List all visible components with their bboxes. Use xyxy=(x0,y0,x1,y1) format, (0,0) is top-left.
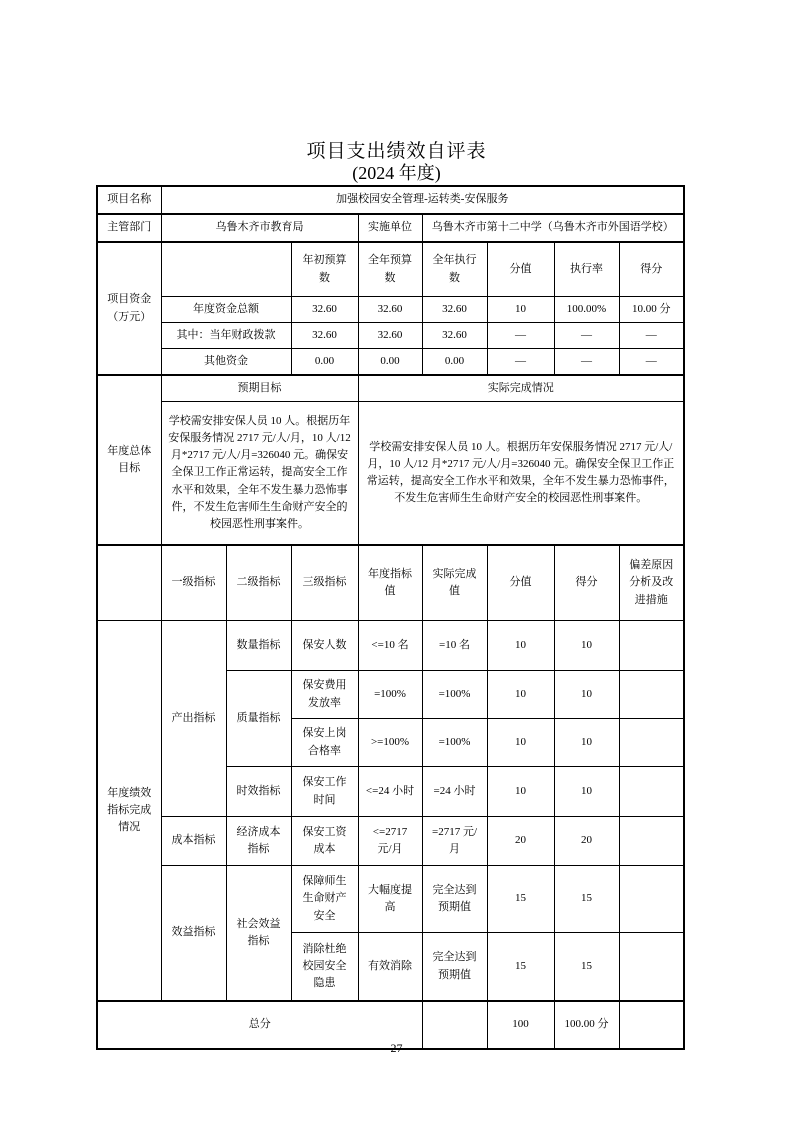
indicator-points: 15 xyxy=(487,933,554,1002)
page-subtitle: (2024 年度) xyxy=(352,163,441,183)
indicator-score: 10 xyxy=(554,719,619,767)
funding-cell: 10 xyxy=(487,297,554,323)
indicator-score: 20 xyxy=(554,817,619,866)
indicator-deviation xyxy=(619,671,684,719)
indicator-target: <=24 小时 xyxy=(358,767,422,817)
indicator-actual: =10 名 xyxy=(422,621,487,671)
funding-row-name: 其他资金 xyxy=(161,349,291,376)
indicator-header-score: 得分 xyxy=(554,545,619,621)
actual-completion-header: 实际完成情况 xyxy=(358,375,684,402)
project-name-label: 项目名称 xyxy=(97,186,161,214)
funding-cell: 32.60 xyxy=(422,323,487,349)
indicator-points: 10 xyxy=(487,719,554,767)
unit-value: 乌鲁木齐市第十二中学（乌鲁木齐市外国语学校） xyxy=(422,214,684,242)
indicator-level3: 保障师生生命财产安全 xyxy=(291,866,358,933)
page-number: 27 xyxy=(390,1041,403,1055)
funding-blank-cell xyxy=(161,242,291,297)
funding-cell: — xyxy=(619,323,684,349)
indicator-actual: =2717 元/月 xyxy=(422,817,487,866)
indicator-deviation xyxy=(619,767,684,817)
indicator-level3: 保安上岗合格率 xyxy=(291,719,358,767)
indicator-score: 10 xyxy=(554,671,619,719)
indicator-level1: 效益指标 xyxy=(161,866,226,1002)
department-label: 主管部门 xyxy=(97,214,161,242)
indicator-header-actual: 实际完成值 xyxy=(422,545,487,621)
self-evaluation-table xyxy=(96,185,685,1050)
actual-completion-text: 学校需安排安保人员 10 人。根据历年安保服务情况 2717 元/人/月，10 人/12 月*2717 元/人/月=326040 元。确保安全保卫工作正常运转，提高安全工作水平和效果，全年不发生暴力恐怖事件，不发生危害师生生命财产安全的校园恶性刑事案件。 xyxy=(358,402,684,546)
indicator-target: <=2717 元/月 xyxy=(358,817,422,866)
indicator-deviation xyxy=(619,817,684,866)
funding-header-executed: 全年执行数 xyxy=(422,242,487,297)
indicator-score: 10 xyxy=(554,767,619,817)
funding-header-annual-budget: 全年预算数 xyxy=(358,242,422,297)
funding-cell: — xyxy=(487,323,554,349)
indicator-target: 大幅度提高 xyxy=(358,866,422,933)
funding-cell: — xyxy=(619,349,684,376)
indicator-level1: 产出指标 xyxy=(161,621,226,817)
indicator-header-deviation: 偏差原因分析及改进措施 xyxy=(619,545,684,621)
funding-cell: — xyxy=(554,323,619,349)
project-name-value: 加强校园安全管理-运转类-安保服务 xyxy=(161,186,684,214)
funding-cell: — xyxy=(487,349,554,376)
funding-cell: 32.60 xyxy=(422,297,487,323)
indicator-deviation xyxy=(619,621,684,671)
indicator-target: >=100% xyxy=(358,719,422,767)
indicator-deviation xyxy=(619,933,684,1002)
indicator-actual: 完全达到预期值 xyxy=(422,866,487,933)
indicator-points: 10 xyxy=(487,767,554,817)
funding-section-label: 项目资金（万元） xyxy=(97,242,161,375)
indicator-target: <=10 名 xyxy=(358,621,422,671)
indicator-level2: 数量指标 xyxy=(226,621,291,671)
indicator-header-target: 年度指标值 xyxy=(358,545,422,621)
indicator-level3: 保安工作时间 xyxy=(291,767,358,817)
indicator-level2: 经济成本指标 xyxy=(226,817,291,866)
expected-goal-header: 预期目标 xyxy=(161,375,358,402)
funding-row-name: 年度资金总额 xyxy=(161,297,291,323)
funding-cell: 0.00 xyxy=(291,349,358,376)
total-points: 100 xyxy=(487,1001,554,1049)
funding-cell: 0.00 xyxy=(358,349,422,376)
indicator-header-level2: 二级指标 xyxy=(226,545,291,621)
indicator-level1: 成本指标 xyxy=(161,817,226,866)
indicator-score: 15 xyxy=(554,866,619,933)
indicator-level3: 保安人数 xyxy=(291,621,358,671)
indicator-header-level3: 三级指标 xyxy=(291,545,358,621)
indicator-level2: 社会效益指标 xyxy=(226,866,291,1002)
funding-header-score: 得分 xyxy=(619,242,684,297)
funding-cell: 0.00 xyxy=(422,349,487,376)
indicator-score: 10 xyxy=(554,621,619,671)
department-value: 乌鲁木齐市教育局 xyxy=(161,214,358,242)
funding-cell: 32.60 xyxy=(291,297,358,323)
funding-row-name: 其中：当年财政拨款 xyxy=(161,323,291,349)
page-title: 项目支出绩效自评表 xyxy=(306,141,487,162)
total-score-label: 总分 xyxy=(97,1001,422,1049)
indicator-header-points: 分值 xyxy=(487,545,554,621)
indicators-section-label: 年度绩效指标完成情况 xyxy=(97,621,161,1002)
indicator-target: =100% xyxy=(358,671,422,719)
indicator-level3: 保安工资成本 xyxy=(291,817,358,866)
indicator-points: 10 xyxy=(487,671,554,719)
indicator-deviation xyxy=(619,866,684,933)
indicator-actual: =24 小时 xyxy=(422,767,487,817)
funding-cell: 32.60 xyxy=(358,323,422,349)
indicator-actual: =100% xyxy=(422,671,487,719)
total-score: 100.00 分 xyxy=(554,1001,619,1049)
annual-goal-section-label: 年度总体目标 xyxy=(97,375,161,545)
indicator-blank-cell xyxy=(97,545,161,621)
indicator-level2: 时效指标 xyxy=(226,767,291,817)
indicator-points: 20 xyxy=(487,817,554,866)
funding-header-rate: 执行率 xyxy=(554,242,619,297)
funding-cell: 10.00 分 xyxy=(619,297,684,323)
expected-goal-text: 学校需安排安保人员 10 人。根据历年安保服务情况 2717 元/人/月，10 人/12 月*2717 元/人/月=326040 元。确保安全保卫工作正常运转，提高安全工作水平和效果，全年不发生暴力恐怖事件，不发生危害师生生命财产安全的校园恶性刑事案件。 xyxy=(161,402,358,546)
funding-cell: 32.60 xyxy=(291,323,358,349)
funding-header-points: 分值 xyxy=(487,242,554,297)
indicator-actual: 完全达到预期值 xyxy=(422,933,487,1002)
indicator-target: 有效消除 xyxy=(358,933,422,1002)
indicator-header-level1: 一级指标 xyxy=(161,545,226,621)
indicator-deviation xyxy=(619,719,684,767)
unit-label: 实施单位 xyxy=(358,214,422,242)
indicator-actual: =100% xyxy=(422,719,487,767)
indicator-level2: 质量指标 xyxy=(226,671,291,767)
funding-header-initial-budget: 年初预算数 xyxy=(291,242,358,297)
funding-cell: 32.60 xyxy=(358,297,422,323)
indicator-points: 15 xyxy=(487,866,554,933)
indicator-level3: 保安费用发放率 xyxy=(291,671,358,719)
indicator-score: 15 xyxy=(554,933,619,1002)
indicator-level3: 消除杜绝校园安全隐患 xyxy=(291,933,358,1002)
funding-cell: — xyxy=(554,349,619,376)
funding-cell: 100.00% xyxy=(554,297,619,323)
indicator-points: 10 xyxy=(487,621,554,671)
